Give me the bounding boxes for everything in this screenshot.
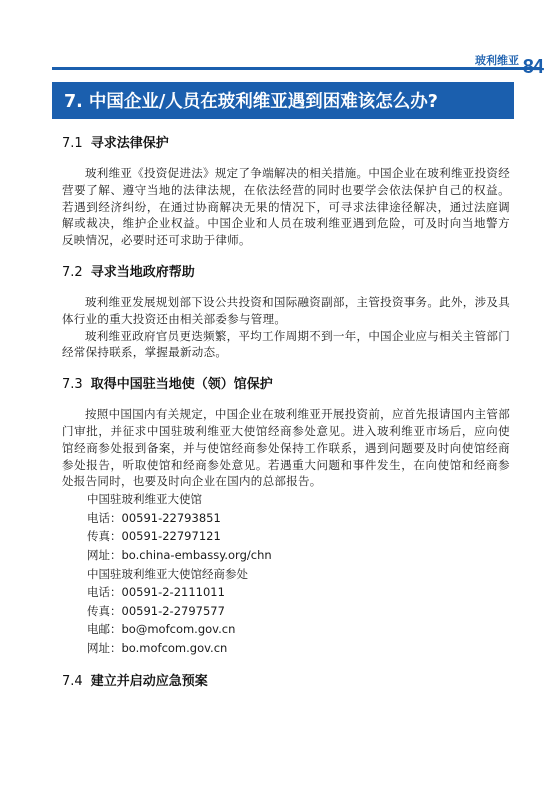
section-heading xyxy=(62,373,510,392)
section-7-2 xyxy=(62,261,510,361)
embassy-fax: 传真：00591-22797121 xyxy=(87,529,221,544)
embassy-name: 中国驻玻利维亚大使馆 xyxy=(87,492,202,507)
page-content xyxy=(62,118,510,703)
section-7-3 xyxy=(62,373,510,657)
section-number: 7.3 xyxy=(62,377,83,393)
section-7-1 xyxy=(62,132,510,249)
chapter-title: 7. 中国企业/人员在玻利维亚遇到困难该怎么办? xyxy=(52,82,514,119)
office-fax: 传真：00591-2-2797577 xyxy=(87,603,225,618)
paragraph: 玻利维亚发展规划部下设公共投资和国际融资副部，主管投资事务。此外，涉及具体行业的重大投资还由相关部委参与管理。 xyxy=(62,294,510,326)
paragraph: 玻利维亚《投资促进法》规定了争端解决的相关措施。中国企业在玻利维亚投资经营要了解、遵守当地的法律法规，在依法经营的同时也要学会依法保护自己的权益。若遇到经济纠纷，在通过协商解决无果的情况下，可寻求法律途径解决，通过法庭调解或裁决，维护企业权益。中国企业和人员在玻利维亚遇到危险，可及时向当地警方反映情况，必要时还可求助于律师。 xyxy=(62,166,510,248)
page-number: 84 xyxy=(522,56,543,78)
section-title: 寻求法律保护 xyxy=(90,136,169,151)
contact-list xyxy=(87,490,510,657)
section-number: 7.4 xyxy=(62,673,83,689)
embassy-website[interactable]: 网址：bo.china-embassy.org/chn xyxy=(87,547,272,562)
paragraph: 玻利维亚政府官员更迭频繁，平均工作周期不到一年，中国企业应与相关主管部门经常保持联系，掌握最新动态。 xyxy=(62,328,510,360)
section-heading xyxy=(62,132,510,151)
header-country-label: 玻利维亚 xyxy=(475,54,519,67)
paragraph: 按照中国国内有关规定，中国企业在玻利维亚开展投资前，应首先报请国内主管部门审批，并征求中国驻玻利维亚大使馆经商参处意见。进入玻利维亚市场后，应向使馆经商参处报到备案，并与使馆经商参处保持工作联系，遇到问题要及时向使馆经商参处报告，听取使馆和经商参处意见。若遇重大问题和事件发生，在向使馆和经商参处报告同时，也要及时向企业在国内的总部报告。 xyxy=(62,407,510,489)
section-number: 7.1 xyxy=(62,136,83,151)
office-phone: 电话：00591-2-2111011 xyxy=(87,585,225,600)
section-title: 寻求当地政府帮助 xyxy=(90,264,195,280)
office-name: 中国驻玻利维亚大使馆经商参处 xyxy=(87,566,248,581)
office-website[interactable]: 网址：bo.mofcom.gov.cn xyxy=(87,640,228,655)
section-7-4 xyxy=(62,670,510,689)
section-number: 7.2 xyxy=(62,264,83,280)
section-heading xyxy=(62,261,510,280)
header-rule xyxy=(52,67,541,70)
embassy-phone: 电话：00591-22793851 xyxy=(87,510,221,525)
section-title: 取得中国驻当地使（领）馆保护 xyxy=(90,377,273,393)
section-heading xyxy=(62,670,510,689)
section-title: 建立并启动应急预案 xyxy=(90,673,208,689)
office-email[interactable]: 电邮：bo@mofcom.gov.cn xyxy=(87,622,236,637)
